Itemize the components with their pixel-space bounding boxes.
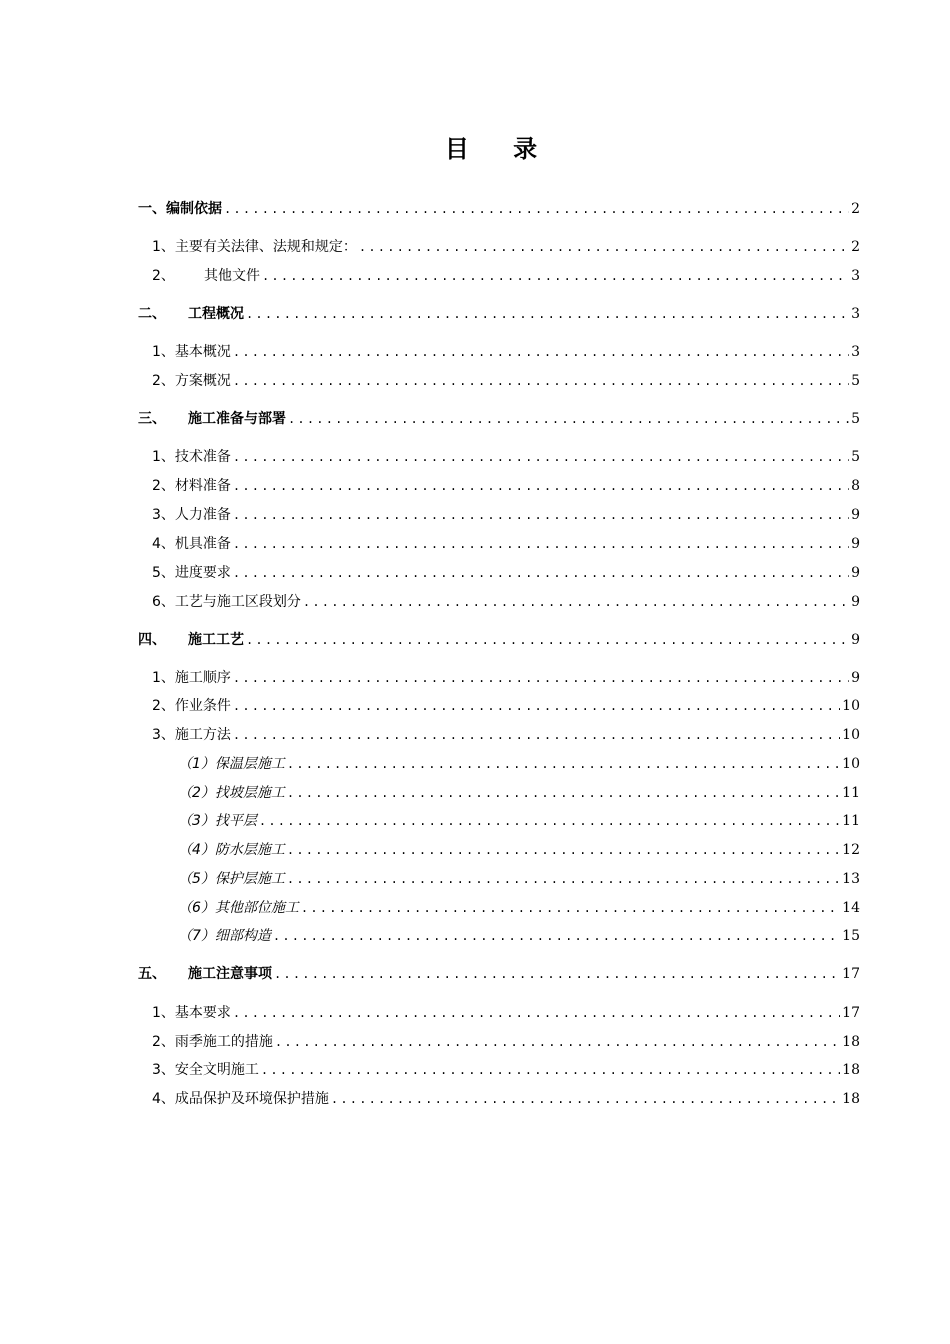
toc-entry-label: 机具准备: [174, 536, 231, 552]
toc-entry-page-number: 9: [851, 594, 860, 610]
toc-dot-leader: [259, 814, 840, 828]
toc-dot-leader: [233, 374, 849, 388]
toc-entry-number: （6）: [178, 900, 215, 916]
toc-entry-label: 施工顺序: [174, 670, 231, 686]
toc-entry[interactable]: [138, 693, 860, 715]
toc-entry-page-number: 18: [842, 1062, 860, 1078]
toc-entry[interactable]: [138, 780, 860, 802]
toc-entry[interactable]: [138, 502, 860, 524]
toc-entry-number: 三、: [138, 411, 166, 427]
toc-entry-label: 找坡层施工: [214, 785, 285, 801]
toc-entry-number: 2、: [152, 478, 175, 494]
toc-dot-leader: [301, 901, 840, 915]
toc-entry-label: 保温层施工: [214, 756, 285, 772]
toc-dot-leader: [233, 699, 840, 713]
toc-entry-number: 四、: [138, 632, 166, 648]
toc-entry-label: 成品保护及环境保护措施: [174, 1091, 329, 1107]
toc-entry-number: 3、: [152, 727, 175, 743]
toc-dot-leader: [233, 508, 849, 522]
toc-entry-page-number: 9: [851, 565, 860, 581]
toc-dot-leader: [233, 479, 849, 493]
toc-entry-page-number: 13: [842, 871, 860, 887]
toc-entry[interactable]: [138, 808, 860, 830]
toc-dot-leader: [233, 671, 849, 685]
toc-entry-label: 进度要求: [174, 565, 231, 581]
toc-dot-leader: [287, 872, 840, 886]
toc-entry[interactable]: [138, 722, 860, 744]
toc-entry-page-number: 5: [851, 449, 860, 465]
toc-entry-page-number: 3: [851, 268, 860, 284]
toc-entry-number: 1、: [152, 670, 175, 686]
toc-dot-leader: [275, 1035, 840, 1049]
toc-dot-leader: [287, 843, 840, 857]
toc-entry-page-number: 3: [851, 306, 860, 322]
toc-entry[interactable]: [138, 1057, 860, 1079]
toc-dot-leader: [261, 1063, 840, 1077]
toc-entry-number: 1、: [152, 239, 175, 255]
toc-entry[interactable]: [138, 1029, 860, 1051]
toc-entry-page-number: 17: [842, 966, 860, 982]
toc-dot-leader: [233, 566, 849, 580]
toc-entry-number: （7）: [178, 928, 215, 944]
toc-entry-page-number: 8: [851, 478, 860, 494]
toc-entry-label: 保护层施工: [214, 871, 285, 887]
toc-entry-page-number: 10: [842, 727, 860, 743]
toc-entry-page-number: 18: [842, 1034, 860, 1050]
toc-entry[interactable]: [138, 339, 860, 361]
toc-entry[interactable]: [138, 923, 860, 945]
toc-entry[interactable]: [138, 301, 860, 323]
toc-entry[interactable]: [138, 665, 860, 687]
toc-dot-leader: [233, 537, 849, 551]
toc-entry-number: （1）: [178, 756, 215, 772]
toc-entry[interactable]: [138, 234, 860, 256]
toc-entry-number: 5、: [152, 565, 175, 581]
toc-dot-leader: [274, 967, 840, 981]
toc-entry-number: 2、: [152, 1034, 175, 1050]
toc-entry-label: 材料准备: [174, 478, 231, 494]
toc-entry[interactable]: [138, 627, 860, 649]
toc-entry-label: 施工工艺: [188, 632, 244, 648]
toc-entry-label: 施工准备与部署: [188, 411, 286, 427]
toc-entry[interactable]: [138, 751, 860, 773]
toc-entry-page-number: 9: [851, 536, 860, 552]
toc-entry-label: 细部构造: [214, 928, 271, 944]
toc-entry-label: 雨季施工的措施: [174, 1034, 273, 1050]
toc-entry-label: 找平层: [214, 813, 257, 829]
toc-entry-number: 二、: [138, 306, 166, 322]
toc-entry-page-number: 5: [851, 373, 860, 389]
toc-entry[interactable]: [138, 406, 860, 428]
toc-entry-number: 2、: [152, 373, 175, 389]
toc-entry-page-number: 18: [842, 1091, 860, 1107]
toc-entry[interactable]: [138, 560, 860, 582]
toc-entry[interactable]: [138, 531, 860, 553]
toc-entry[interactable]: [138, 1000, 860, 1022]
toc-entry-label: 工程概况: [188, 306, 244, 322]
toc-entry[interactable]: [138, 837, 860, 859]
toc-entry-label: 作业条件: [174, 698, 231, 714]
toc-entry-number: （5）: [178, 871, 215, 887]
toc-entry[interactable]: [138, 196, 860, 218]
toc-dot-leader: [331, 1092, 840, 1106]
toc-dot-leader: [233, 1006, 840, 1020]
toc-entry-number: 1、: [152, 449, 175, 465]
toc-entry-label: 其他文件: [204, 268, 260, 284]
toc-entry-label: 工艺与施工区段划分: [174, 594, 301, 610]
toc-entry[interactable]: [138, 895, 860, 917]
toc-entry[interactable]: [138, 444, 860, 466]
toc-entry-number: 6、: [152, 594, 175, 610]
toc-entry-page-number: 11: [842, 785, 860, 801]
toc-entry[interactable]: [138, 589, 860, 611]
toc-entry-number: 1、: [152, 344, 175, 360]
toc-entry-label: 其他部位施工: [214, 900, 299, 916]
toc-entry-number: （3）: [178, 813, 215, 829]
toc-dot-leader: [233, 345, 849, 359]
toc-entry-label: 编制依据: [166, 201, 222, 217]
toc-dot-leader: [287, 786, 840, 800]
toc-entry-label: 基本概况: [174, 344, 231, 360]
toc-entry-number: （2）: [178, 785, 215, 801]
toc-entry-page-number: 17: [842, 1005, 860, 1021]
toc-dot-leader: [233, 728, 840, 742]
toc-entry-label: 方案概况: [174, 373, 231, 389]
toc-entry-page-number: 10: [842, 698, 860, 714]
toc-dot-leader: [262, 269, 849, 283]
toc-dot-leader: [273, 929, 840, 943]
toc-entry-label: 主要有关法律、法规和规定：: [174, 239, 357, 255]
toc-entry-number: 一、: [138, 201, 166, 217]
toc-entry-number: （4）: [178, 842, 215, 858]
toc-entry-page-number: 9: [851, 507, 860, 523]
toc-dot-leader: [246, 307, 849, 321]
toc-entry-page-number: 2: [851, 201, 860, 217]
toc-entry[interactable]: [138, 263, 860, 285]
toc-entry-page-number: 10: [842, 756, 860, 772]
toc-entry[interactable]: [138, 866, 860, 888]
toc-entry-number: 1、: [152, 1005, 175, 1021]
toc-dot-leader: [288, 412, 849, 426]
toc-entry-page-number: 9: [851, 632, 860, 648]
toc-entry-label: 防水层施工: [214, 842, 285, 858]
toc-entry-page-number: 11: [842, 813, 860, 829]
toc-entry-page-number: 15: [842, 928, 860, 944]
toc-entry-number: 4、: [152, 536, 175, 552]
toc-dot-leader: [287, 757, 840, 771]
toc-entry-number: 五、: [138, 966, 166, 982]
toc-entry[interactable]: [138, 961, 860, 983]
toc-entry-page-number: 5: [851, 411, 860, 427]
toc-entry[interactable]: [138, 368, 860, 390]
toc-entry-number: 4、: [152, 1091, 175, 1107]
toc-entry-number: 2、: [152, 268, 175, 284]
toc-entry[interactable]: [138, 1086, 860, 1108]
toc-entry-label: 安全文明施工: [174, 1062, 259, 1078]
toc-entry-number: 2、: [152, 698, 175, 714]
toc-entry-page-number: 12: [842, 842, 860, 858]
toc-dot-leader: [303, 595, 849, 609]
page-title: 目 录: [444, 135, 556, 163]
toc-entry-page-number: 14: [842, 900, 860, 916]
toc-entry-number: 3、: [152, 507, 175, 523]
toc-entry[interactable]: [138, 473, 860, 495]
toc-dot-leader: [246, 633, 849, 647]
toc-entry-label: 技术准备: [174, 449, 231, 465]
toc-entry-page-number: 2: [851, 239, 860, 255]
toc-entry-label: 人力准备: [174, 507, 231, 523]
toc-entry-page-number: 9: [851, 670, 860, 686]
toc-entry-label: 施工注意事项: [188, 966, 272, 982]
toc-entry-label: 基本要求: [174, 1005, 231, 1021]
toc-entry-number: 3、: [152, 1062, 175, 1078]
toc-dot-leader: [224, 202, 849, 216]
toc-entry-page-number: 3: [851, 344, 860, 360]
toc-dot-leader: [233, 450, 849, 464]
toc-dot-leader: [359, 240, 849, 254]
toc-entry-label: 施工方法: [174, 727, 231, 743]
